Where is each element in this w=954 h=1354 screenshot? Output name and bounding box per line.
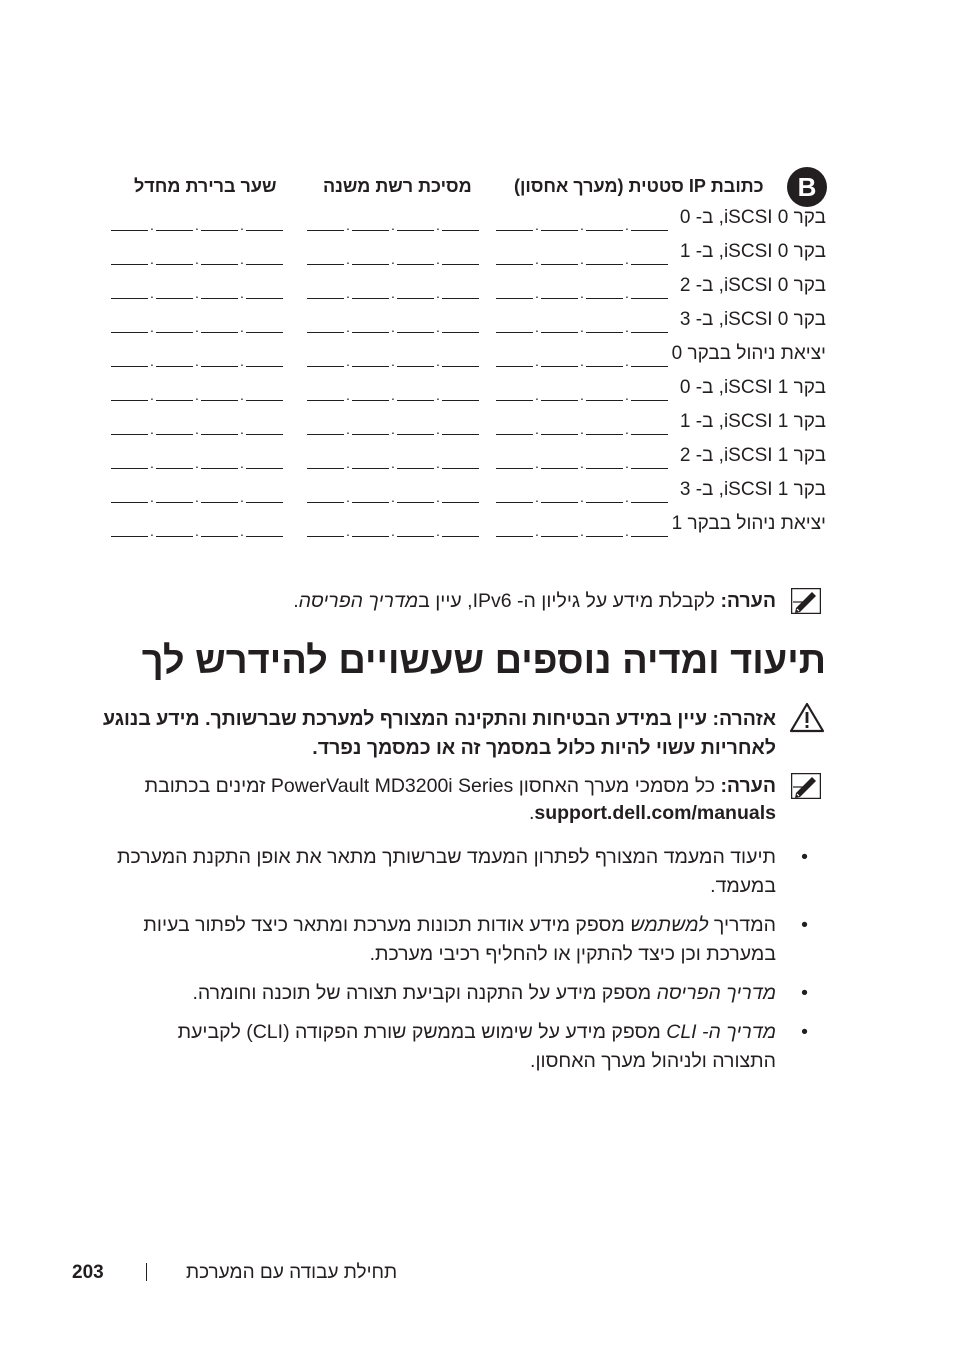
octet-separator: . [436,319,440,335]
octet-blank[interactable] [397,264,434,265]
octet-blank[interactable] [246,468,283,469]
octet-blank[interactable] [442,298,479,299]
octet-blank[interactable] [352,536,389,537]
octet-blank[interactable] [352,400,389,401]
note-pencil-icon [791,588,821,614]
row-label: בקר iSCSI 1, ב- 3 [679,479,826,500]
octet-separator: . [195,455,199,471]
octet-separator: . [150,285,154,301]
table-row [0,207,954,237]
octet-blank[interactable] [201,502,238,503]
octet-blank[interactable] [541,332,578,333]
table-row [0,479,954,509]
octet-blank[interactable] [496,434,533,435]
octet-blank[interactable] [246,434,283,435]
octet-blank[interactable] [586,468,623,469]
ip-field[interactable] [111,309,283,333]
octet-separator: . [625,319,629,335]
octet-separator: . [195,251,199,267]
note-italic: מדריך הפריסה [298,590,419,612]
octet-separator: . [535,285,539,301]
octet-blank[interactable] [352,230,389,231]
octet-blank[interactable] [496,230,533,231]
octet-blank[interactable] [442,536,479,537]
octet-separator: . [535,217,539,233]
octet-blank[interactable] [352,298,389,299]
octet-blank[interactable] [201,468,238,469]
octet-blank[interactable] [496,468,533,469]
row-label: בקר iSCSI 0, ב- 2 [679,275,826,296]
octet-separator: . [240,285,244,301]
octet-blank[interactable] [541,366,578,367]
octet-separator: . [346,421,350,437]
octet-separator: . [535,387,539,403]
list-item: • מדריך ה- CLI מספק מידע על שימוש בממשק שורת הפקודה (CLI) לקביעת התצורה ולניהול מערך האחסון. [177,1021,808,1072]
octet-separator: . [240,217,244,233]
octet-separator: . [436,489,440,505]
octet-separator: . [391,489,395,505]
ip-field[interactable] [496,207,668,231]
octet-blank[interactable] [307,332,344,333]
ip-field[interactable] [307,411,479,435]
octet-blank[interactable] [201,366,238,367]
ip-field[interactable] [307,513,479,537]
ip-field[interactable] [111,207,283,231]
note-ipv6 [293,588,776,615]
octet-separator: . [240,489,244,505]
octet-blank[interactable] [307,502,344,503]
octet-separator: . [346,455,350,471]
octet-blank[interactable] [156,468,193,469]
octet-separator: . [195,217,199,233]
octet-blank[interactable] [442,502,479,503]
table-row [0,377,954,407]
octet-separator: . [391,523,395,539]
row-label: בקר iSCSI 1, ב- 1 [679,411,826,432]
octet-separator: . [346,251,350,267]
octet-blank[interactable] [201,536,238,537]
footer-divider [146,1263,147,1281]
octet-separator: . [625,285,629,301]
octet-blank[interactable] [442,332,479,333]
table-row [0,275,954,305]
octet-separator: . [150,455,154,471]
octet-blank[interactable] [352,434,389,435]
octet-blank[interactable] [631,264,668,265]
warning-body: עיין במידע הבטיחות והתקינה המצורף למערכת שברשותך. מידע בנוגע לאחריות עשוי להיות כלול במסמך זה או כמסמך נפרד. [103,708,776,759]
ip-field[interactable] [307,343,479,367]
octet-blank[interactable] [307,230,344,231]
octet-separator: . [580,421,584,437]
note-text-end: . [293,590,299,612]
octet-blank[interactable] [111,400,148,401]
octet-blank[interactable] [586,536,623,537]
octet-blank[interactable] [156,366,193,367]
section-badge: B [787,167,827,207]
octet-blank[interactable] [246,264,283,265]
octet-blank[interactable] [541,434,578,435]
ip-field[interactable] [496,513,668,537]
octet-separator: . [346,217,350,233]
octet-separator: . [625,523,629,539]
table-row [0,241,954,271]
octet-separator: . [580,455,584,471]
octet-blank[interactable] [541,502,578,503]
octet-blank[interactable] [631,502,668,503]
octet-separator: . [240,319,244,335]
octet-blank[interactable] [442,434,479,435]
octet-blank[interactable] [541,230,578,231]
octet-blank[interactable] [442,400,479,401]
octet-blank[interactable] [586,264,623,265]
octet-blank[interactable] [397,298,434,299]
octet-separator: . [150,387,154,403]
note-text-end: . [528,802,535,824]
octet-separator: . [240,251,244,267]
octet-separator: . [150,353,154,369]
section-heading: תיעוד ומדיה נוספים שעשויים להידרש לך [141,640,826,682]
row-label: בקר iSCSI 0, ב- 1 [679,241,826,262]
note-manuals [116,773,776,827]
octet-separator: . [580,217,584,233]
ip-field[interactable] [496,241,668,265]
octet-blank[interactable] [246,536,283,537]
note-text: כל מסמכי מערך האחסון PowerVault MD3200i Series זמינים בכתובת [144,775,721,797]
row-label: יציאת ניהול בבקר 1 [671,513,826,534]
octet-separator: . [436,353,440,369]
octet-separator: . [436,455,440,471]
octet-blank[interactable] [246,400,283,401]
octet-blank[interactable] [442,366,479,367]
octet-separator: . [580,387,584,403]
note-pencil-icon [791,773,821,799]
octet-blank[interactable] [631,298,668,299]
octet-blank[interactable] [397,468,434,469]
octet-blank[interactable] [156,502,193,503]
octet-blank[interactable] [307,536,344,537]
octet-blank[interactable] [496,298,533,299]
octet-separator: . [535,489,539,505]
octet-separator: . [150,489,154,505]
ip-field[interactable] [111,241,283,265]
octet-separator: . [535,319,539,335]
warning-text [96,705,776,763]
ip-field[interactable] [496,377,668,401]
octet-blank[interactable] [541,468,578,469]
octet-blank[interactable] [111,502,148,503]
row-label: בקר iSCSI 1, ב- 0 [679,377,826,398]
table-row [0,513,954,543]
octet-blank[interactable] [397,434,434,435]
row-label: בקר iSCSI 1, ב- 2 [679,445,826,466]
octet-blank[interactable] [201,400,238,401]
octet-blank[interactable] [352,264,389,265]
octet-blank[interactable] [397,400,434,401]
octet-separator: . [436,421,440,437]
octet-blank[interactable] [111,230,148,231]
octet-blank[interactable] [156,434,193,435]
octet-separator: . [346,523,350,539]
octet-blank[interactable] [111,264,148,265]
octet-separator: . [625,489,629,505]
ip-field[interactable] [111,513,283,537]
note-label: הערה: [720,775,776,797]
octet-blank[interactable] [307,468,344,469]
octet-separator: . [580,523,584,539]
octet-blank[interactable] [156,298,193,299]
octet-blank[interactable] [541,298,578,299]
ip-field[interactable] [111,275,283,299]
octet-separator: . [535,421,539,437]
octet-separator: . [150,319,154,335]
octet-separator: . [535,251,539,267]
ip-field[interactable] [307,309,479,333]
octet-blank[interactable] [541,264,578,265]
octet-blank[interactable] [352,468,389,469]
octet-separator: . [391,319,395,335]
ip-field[interactable] [496,275,668,299]
octet-blank[interactable] [352,502,389,503]
octet-separator: . [580,353,584,369]
octet-separator: . [195,285,199,301]
table-row [0,445,954,475]
octet-separator: . [195,523,199,539]
octet-blank[interactable] [111,536,148,537]
octet-separator: . [195,421,199,437]
warning-triangle-icon [789,702,825,733]
octet-separator: . [535,523,539,539]
octet-blank[interactable] [201,264,238,265]
octet-separator: . [625,217,629,233]
octet-blank[interactable] [246,366,283,367]
warning-label: אזהרה: [712,708,776,730]
octet-separator: . [580,251,584,267]
note-text: לקבלת מידע על גיליון ה- IPv6, עיין ב [418,590,721,612]
octet-separator: . [580,285,584,301]
octet-separator: . [346,387,350,403]
ip-field[interactable] [496,411,668,435]
octet-blank[interactable] [496,264,533,265]
octet-separator: . [346,353,350,369]
octet-separator: . [195,489,199,505]
ip-field[interactable] [307,377,479,401]
octet-blank[interactable] [397,230,434,231]
octet-separator: . [391,217,395,233]
page-number: 203 [72,1262,104,1283]
octet-blank[interactable] [631,468,668,469]
ip-field[interactable] [111,445,283,469]
octet-blank[interactable] [586,366,623,367]
octet-blank[interactable] [541,536,578,537]
octet-blank[interactable] [246,502,283,503]
octet-separator: . [195,387,199,403]
octet-blank[interactable] [397,502,434,503]
octet-separator: . [346,489,350,505]
octet-blank[interactable] [111,298,148,299]
octet-blank[interactable] [156,332,193,333]
column-header-subnet-mask: מסיכת רשת משנה [323,176,472,196]
row-label: יציאת ניהול בבקר 0 [671,343,826,364]
footer-title: תחילת עבודה עם המערכת [186,1262,398,1283]
octet-blank[interactable] [631,366,668,367]
octet-blank[interactable] [631,400,668,401]
octet-separator: . [391,353,395,369]
octet-separator: . [625,421,629,437]
row-label: בקר iSCSI 0, ב- 0 [679,207,826,228]
octet-blank[interactable] [246,298,283,299]
octet-blank[interactable] [201,298,238,299]
ip-field[interactable] [307,275,479,299]
octet-separator: . [240,421,244,437]
octet-separator: . [195,353,199,369]
octet-blank[interactable] [246,230,283,231]
ip-field[interactable] [307,241,479,265]
octet-blank[interactable] [156,400,193,401]
octet-separator: . [625,387,629,403]
octet-separator: . [240,455,244,471]
octet-separator: . [535,353,539,369]
ip-field[interactable] [111,411,283,435]
row-label: בקר iSCSI 0, ב- 3 [679,309,826,330]
octet-blank[interactable] [111,434,148,435]
ip-field[interactable] [111,343,283,367]
octet-blank[interactable] [111,366,148,367]
octet-blank[interactable] [246,332,283,333]
octet-blank[interactable] [201,332,238,333]
octet-separator: . [625,251,629,267]
octet-blank[interactable] [631,434,668,435]
octet-blank[interactable] [631,536,668,537]
ip-field[interactable] [496,479,668,503]
octet-separator: . [436,387,440,403]
ip-field[interactable] [111,479,283,503]
octet-separator: . [625,353,629,369]
octet-blank[interactable] [586,434,623,435]
octet-blank[interactable] [111,332,148,333]
column-header-default-gateway: שער ברירת מחדל [134,176,277,196]
octet-blank[interactable] [442,230,479,231]
octet-separator: . [580,489,584,505]
octet-separator: . [391,455,395,471]
ip-field[interactable] [496,445,668,469]
octet-separator: . [580,319,584,335]
octet-separator: . [346,319,350,335]
octet-separator: . [150,523,154,539]
octet-blank[interactable] [496,502,533,503]
octet-separator: . [535,455,539,471]
octet-separator: . [150,251,154,267]
ip-field[interactable] [111,377,283,401]
octet-blank[interactable] [442,264,479,265]
octet-blank[interactable] [496,536,533,537]
octet-blank[interactable] [541,400,578,401]
manuals-link[interactable]: support.dell.com/manuals [534,802,776,824]
ip-field[interactable] [496,309,668,333]
octet-separator: . [391,251,395,267]
documentation-list [116,843,826,1086]
list-item: • מדריך הפריסה מספק מידע על התקנה וקביעת תצורה של תוכנה וחומרה. [192,982,808,1004]
octet-blank[interactable] [586,332,623,333]
octet-blank[interactable] [156,264,193,265]
octet-blank[interactable] [586,502,623,503]
octet-separator: . [436,251,440,267]
octet-separator: . [150,217,154,233]
octet-blank[interactable] [631,332,668,333]
octet-separator: . [391,387,395,403]
list-item: • המדריך למשתמש מספק מידע אודות תכונות מערכת ומתאר כיצד לפתור בעיות במערכת וכן כיצד להתקין או להחליף רכיבי מערכת. [143,914,808,965]
list-item: • תיעוד המעמד המצורף לפתרון המעמד שברשותך מתאר את אופן התקנת המערכת במעמד. [117,846,808,897]
octet-blank[interactable] [397,536,434,537]
ip-field[interactable] [307,207,479,231]
octet-blank[interactable] [397,332,434,333]
octet-blank[interactable] [201,230,238,231]
octet-blank[interactable] [307,434,344,435]
octet-blank[interactable] [496,366,533,367]
octet-blank[interactable] [496,400,533,401]
octet-blank[interactable] [496,332,533,333]
octet-blank[interactable] [307,366,344,367]
octet-blank[interactable] [352,366,389,367]
octet-blank[interactable] [307,298,344,299]
octet-blank[interactable] [397,366,434,367]
octet-blank[interactable] [307,400,344,401]
octet-separator: . [436,285,440,301]
table-row [0,343,954,373]
octet-blank[interactable] [442,468,479,469]
octet-separator: . [391,421,395,437]
note-label: הערה: [720,590,776,612]
octet-separator: . [625,455,629,471]
octet-separator: . [436,523,440,539]
octet-blank[interactable] [201,434,238,435]
octet-blank[interactable] [631,230,668,231]
octet-separator: . [240,523,244,539]
octet-blank[interactable] [307,264,344,265]
octet-separator: . [195,319,199,335]
octet-blank[interactable] [586,400,623,401]
octet-separator: . [240,387,244,403]
octet-blank[interactable] [586,298,623,299]
octet-blank[interactable] [111,468,148,469]
octet-blank[interactable] [156,230,193,231]
ip-field[interactable] [496,343,668,367]
octet-separator: . [150,421,154,437]
ip-field[interactable] [307,479,479,503]
table-row [0,309,954,339]
octet-separator: . [240,353,244,369]
octet-blank[interactable] [586,230,623,231]
column-header-static-ip: כתובת IP סטטית (מערך אחסון) [514,176,764,196]
octet-blank[interactable] [352,332,389,333]
table-row [0,411,954,441]
octet-separator: . [436,217,440,233]
ip-field[interactable] [307,445,479,469]
octet-blank[interactable] [156,536,193,537]
octet-separator: . [391,285,395,301]
octet-separator: . [346,285,350,301]
